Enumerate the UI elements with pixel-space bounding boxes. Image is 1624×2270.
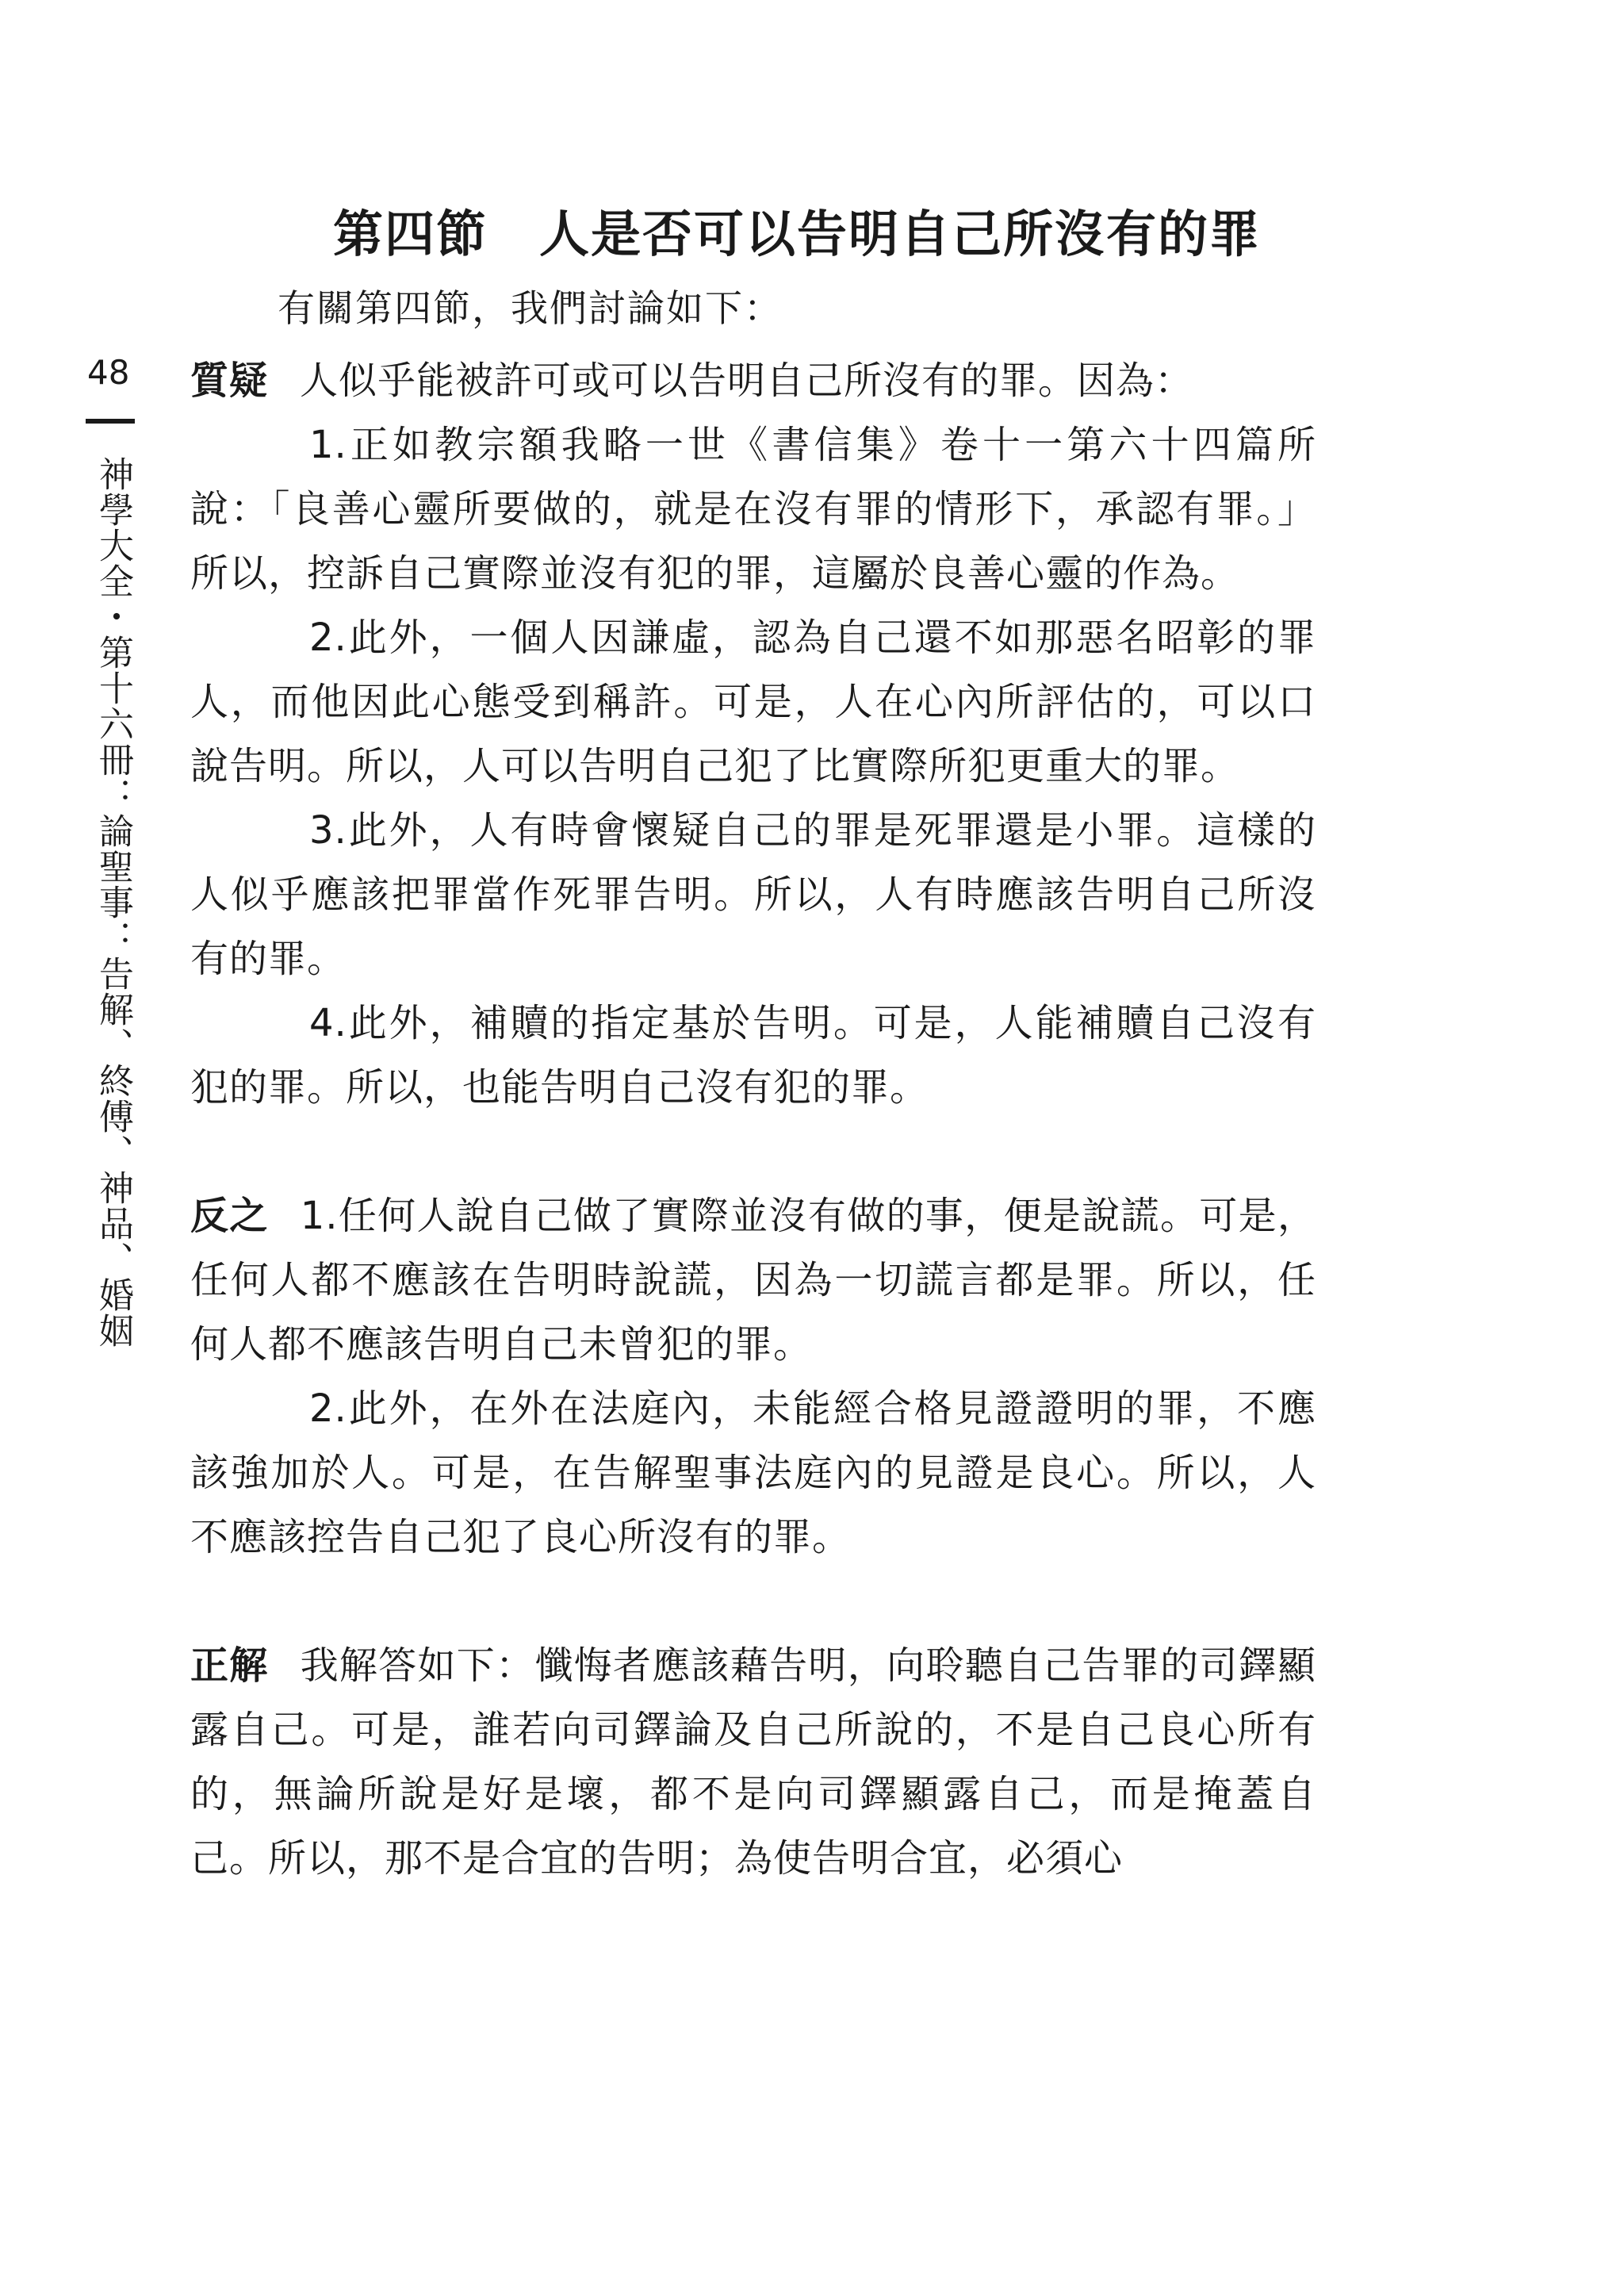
sed-contra-point-2: 2.此外，在外在法庭內，未能經合格見證證明的罪，不應該強加於人。可是，在告解聖事法庭內的見證是良心。所以，人不應該控告自己犯了良心所沒有的罪。 <box>190 1386 1316 1559</box>
objection-point-2: 2.此外，一個人因謙虛，認為自己還不如那惡名昭彰的罪人，而他因此心態受到稱許。可是，人在心內所評估的，可以口說告明。所以，人可以告明自己犯了比實際所犯更重大的罪。 <box>190 615 1316 788</box>
running-head: 神學大全・第十六冊：論聖事：告解、終傅、神品、婚姻 <box>93 456 133 1348</box>
objection-label: 質疑 <box>190 359 269 403</box>
answer-paragraph <box>190 1634 1316 1891</box>
page-number: 48 <box>87 353 130 392</box>
section-title: 第四節 人是否可以告明自己所沒有的罪 <box>333 205 1261 263</box>
intro-line: 有關第四節，我們討論如下： <box>278 287 783 331</box>
objection-lead: 人似乎能被許可或可以告明自己所沒有的罪。因為： <box>300 359 1194 403</box>
running-head-rule <box>86 419 135 424</box>
sed-contra-label: 反之 <box>190 1194 269 1238</box>
objection-lead-paragraph <box>190 349 1316 413</box>
body-text <box>190 349 1316 1891</box>
sed-contra-paragraph-1 <box>190 1184 1316 1377</box>
answer-text: 我解答如下：懺悔者應該藉告明，向聆聽自己告罪的司鐸顯露自己。可是，誰若向司鐸論及自己所說的，不是自己良心所有的，無論所說是好是壞，都不是向司鐸顯露自己，而是掩蓋自己。所以，那不是合宜的告明；為使告明合宜，必須心 <box>190 1643 1316 1881</box>
objection-point-3: 3.此外，人有時會懷疑自己的罪是死罪還是小罪。這樣的人似乎應該把罪當作死罪告明。所以，人有時應該告明自己所沒有的罪。 <box>190 808 1316 981</box>
objection-point-4: 4.此外，補贖的指定基於告明。可是，人能補贖自己沒有犯的罪。所以，也能告明自己沒有犯的罪。 <box>190 1001 1316 1110</box>
sed-contra-point-1: 1.任何人說自己做了實際並沒有做的事，便是說謊。可是，任何人都不應該在告明時說謊，因為一切謊言都是罪。所以，任何人都不應該告明自己未曾犯的罪。 <box>190 1194 1316 1367</box>
answer-label: 正解 <box>190 1643 269 1688</box>
objection-point-1: 1.正如教宗額我略一世《書信集》卷十一第六十四篇所說：「良善心靈所要做的，就是在沒有罪的情形下，承認有罪。」所以，控訴自己實際並沒有犯的罪，這屬於良善心靈的作為。 <box>190 423 1316 596</box>
